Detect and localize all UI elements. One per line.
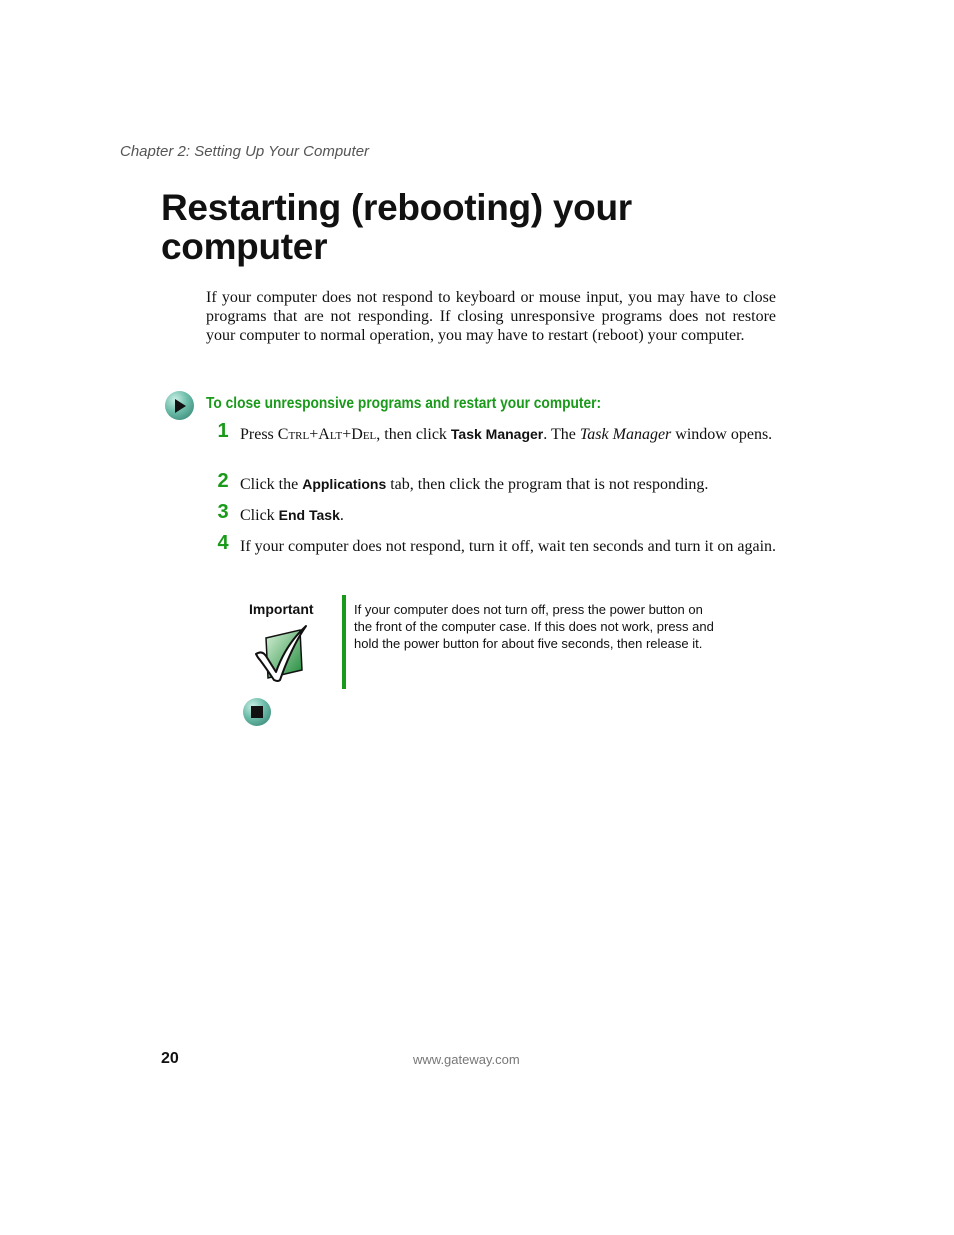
step-text: Click End Task. [240, 507, 344, 524]
key-name: Ctrl [277, 426, 310, 443]
step-number: 1 [217, 420, 229, 442]
note-label: Important [249, 601, 314, 617]
ui-term: Task Manager [450, 426, 544, 442]
ui-term: End Task [278, 507, 340, 523]
key-name: Alt [318, 426, 343, 443]
note-accent-bar [342, 595, 346, 689]
running-head: Chapter 2: Setting Up Your Computer [120, 143, 370, 160]
checkmark-icon [252, 624, 308, 682]
procedure-heading: To close unresponsive programs and restart your computer: [206, 395, 602, 412]
step-number: 4 [217, 532, 229, 554]
page-number: 20 [161, 1050, 179, 1067]
step-text: Press Ctrl+Alt+Del, then click Task Manager. The Task Manager window opens. [240, 426, 773, 443]
procedure-arrow-icon [165, 391, 194, 420]
step-number: 3 [217, 501, 229, 523]
step-text: Click the Applications tab, then click the program that is not responding. [240, 476, 709, 493]
step-text: If your computer does not respond, turn it off, wait ten seconds and turn it on again. [240, 538, 777, 555]
ui-term: Applications [302, 476, 387, 492]
emphasis: Task Manager [579, 426, 672, 443]
note-text: If your computer does not turn off, press the power button on the front of the computer case. If this does not work, press and hold the power button for about five seconds, then release it. [354, 602, 714, 651]
page-title: Restarting (rebooting) your computer [161, 187, 632, 267]
footer-url: www.gateway.com [413, 1052, 520, 1067]
stop-square-icon [243, 698, 271, 726]
key-name: Del [351, 426, 377, 443]
intro-paragraph: If your computer does not respond to keyboard or mouse input, you may have to close programs that are not responding. If closing unresponsive programs does not restore your computer to normal operation, you may have to restart (reboot) your computer. [206, 289, 776, 344]
step-number: 2 [217, 470, 229, 492]
